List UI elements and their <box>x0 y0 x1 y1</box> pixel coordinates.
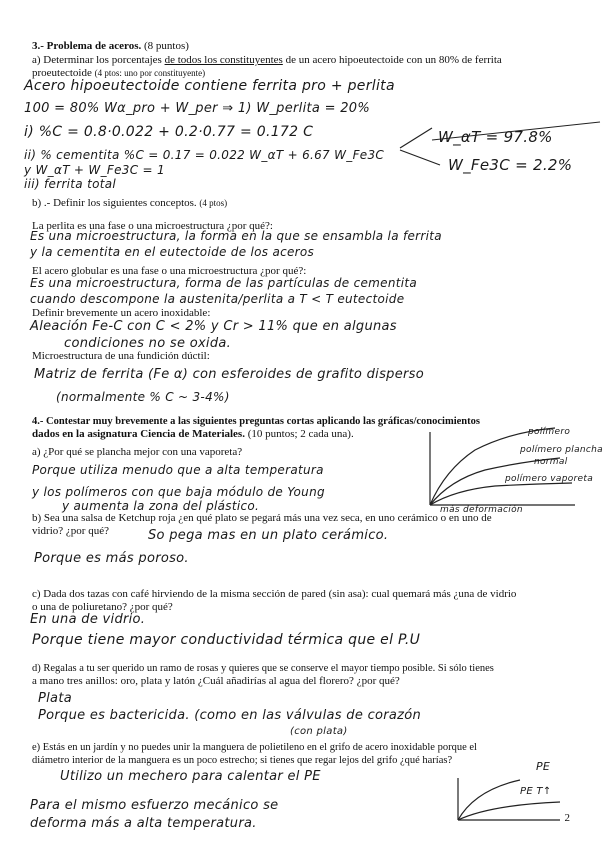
graph-label-mid2: normal <box>534 457 568 467</box>
answer-globular-line1: Es una microestructura, forma de las partículas de cementita <box>30 276 418 290</box>
answer-fundicion-line1: Matriz de ferrita (Fe α) con esferoides de grafito disperso <box>34 367 424 382</box>
answer-4e-line3: deforma más a alta temperatura. <box>30 816 257 831</box>
answer-4d-line3: (con plata) <box>290 726 348 737</box>
graph-label-mid1: polímero plancha <box>520 445 603 455</box>
section3-title: 3.- Problema de aceros. <box>32 40 142 52</box>
question-4d-line1: d) Regalas a tu ser querido un ramo de rosas y quieres que se conserve el mayor tiempo posible. Si sólo tienes <box>32 663 494 674</box>
answer-4c-line1: En una de vidrio. <box>30 612 146 627</box>
section4-title: 4.- Contestar muy brevemente a las siguientes preguntas cortas aplicando las gráficas/conocimientos <box>32 416 480 427</box>
section4-title-line2-text: dados en la asignatura Ciencia de Materiales. <box>32 428 245 440</box>
question-b-points: (4 ptos) <box>199 198 228 208</box>
answer-4b-line2: Porque es más poroso. <box>34 551 189 566</box>
answer-a-line2: 100 = 80% Wα_pro + W_per ⇒ 1) W_perlita = 20% <box>24 101 370 116</box>
answer-4e-line2: Para el mismo esfuerzo mecánico se <box>30 798 279 813</box>
answer-perlita-line2: y la cementita en el eutectoide de los aceros <box>30 245 315 259</box>
page-number: 2 <box>564 812 570 824</box>
answer-4d-line2: Porque es bactericida. (como en las válvulas de corazón <box>38 708 422 723</box>
question-a-underlined: de todos los constituyentes <box>164 54 283 66</box>
answer-a-ferrite-total: W_αT = 97.8% <box>438 128 553 146</box>
section4-points: (10 puntos; 2 cada una). <box>247 428 354 440</box>
question-a-line2: proeutectoide <box>32 67 92 79</box>
question-perlita: La perlita es una fase o una microestructura ¿por qué?: <box>32 220 273 232</box>
answer-fundicion-line2: (normalmente % C ~ 3-4%) <box>56 390 230 404</box>
answer-perlita-line1: Es una microestructura, la forma en la que se ensambla la ferrita <box>30 229 442 243</box>
question-a-pre: a) Determinar los porcentajes <box>32 54 165 66</box>
question-fundicion: Microestructura de una fundición dúctil: <box>32 350 210 362</box>
answer-a-line6: iii) ferrita total <box>24 177 117 191</box>
question-a-points: (4 ptos: uno por constituyente) <box>94 68 206 78</box>
answer-a-line1: Acero hipoeutectoide contiene ferrita pro + perlita <box>24 78 395 94</box>
section3-points: (8 puntos) <box>144 40 189 52</box>
answer-4e-line1: Utilizo un mechero para calentar el PE <box>60 769 321 784</box>
question-4d-line2: a mano tres anillos: oro, plata y latón ¿Cuál añadirías al agua del florero? ¿por qué? <box>32 675 400 687</box>
question-b-text: b) .- Definir los siguientes conceptos. <box>32 197 197 209</box>
answer-4a-line1: Porque utiliza menudo que a alta temperatura <box>32 463 324 477</box>
question-4b-line2: vidrio? ¿por qué? <box>32 525 109 537</box>
graph-label-top: polímero <box>528 427 571 437</box>
graph-e-label-bottom: PE T↑ <box>520 786 552 797</box>
answer-a-cementite: W_Fe3C = 2.2% <box>448 156 573 174</box>
question-inox: Definir brevemente un acero inoxidable: <box>32 307 211 319</box>
question-4c-line2: o una de poliuretano? ¿por qué? <box>32 601 173 613</box>
answer-4a-line2: y los polímeros con que baja módulo de Young <box>32 485 325 499</box>
question-4e-line1: e) Estás en un jardín y no puedes unir la manguera de polietileno en el grifo de acero inoxidable porque el <box>32 742 477 753</box>
answer-4a-line3: y aumenta la zona del plástico. <box>62 499 260 513</box>
graph-xlabel: más deformación <box>440 505 523 515</box>
graph-label-bottom: polímero vaporeta <box>505 474 594 484</box>
question-4a: a) ¿Por qué se plancha mejor con una vaporeta? <box>32 446 243 458</box>
graph-e-label-top: PE <box>536 760 551 773</box>
answer-4b-line1: So pega mas en un plato cerámico. <box>148 528 389 543</box>
question-globular: El acero globular es una fase o una microestructura ¿por qué?: <box>32 265 307 277</box>
answer-a-line4: ii) % cementita %C = 0.17 = 0.022 W_αT + 6.67 W_Fe3C <box>24 148 385 162</box>
answer-a-line5: y W_αT + W_Fe3C = 1 <box>24 163 165 177</box>
question-4c-line1: c) Dada dos tazas con café hirviendo de la misma sección de pared (sin asa): cual quemará más ¿una de vidrio <box>32 588 517 600</box>
question-a-post: de un acero hipoeutectoide con un 80% de ferrita <box>282 54 502 66</box>
question-4e-line2: diámetro interior de la manguera es un poco estrecho; si tienes que regar lejos del grifo ¿qué harías? <box>32 755 453 766</box>
answer-inox-line1: Aleación Fe-C con C < 2% y Cr > 11% que en algunas <box>30 319 397 334</box>
question-4b-line1: b) Sea una salsa de Ketchup roja ¿en qué plato se pegará más una vez seca, en uno cerámico o en uno de <box>32 512 492 524</box>
answer-a-line3: i) %C = 0.8·0.022 + 0.2·0.77 = 0.172 C <box>24 124 314 140</box>
answer-4d-line1: Plata <box>38 691 72 706</box>
answer-globular-line2: cuando descompone la austenita/perlita a T < T eutectoide <box>30 292 405 306</box>
answer-inox-line2: condiciones no se oxida. <box>64 336 232 351</box>
answer-4c-line2: Porque tiene mayor conductividad térmica que el P.U <box>32 632 421 648</box>
